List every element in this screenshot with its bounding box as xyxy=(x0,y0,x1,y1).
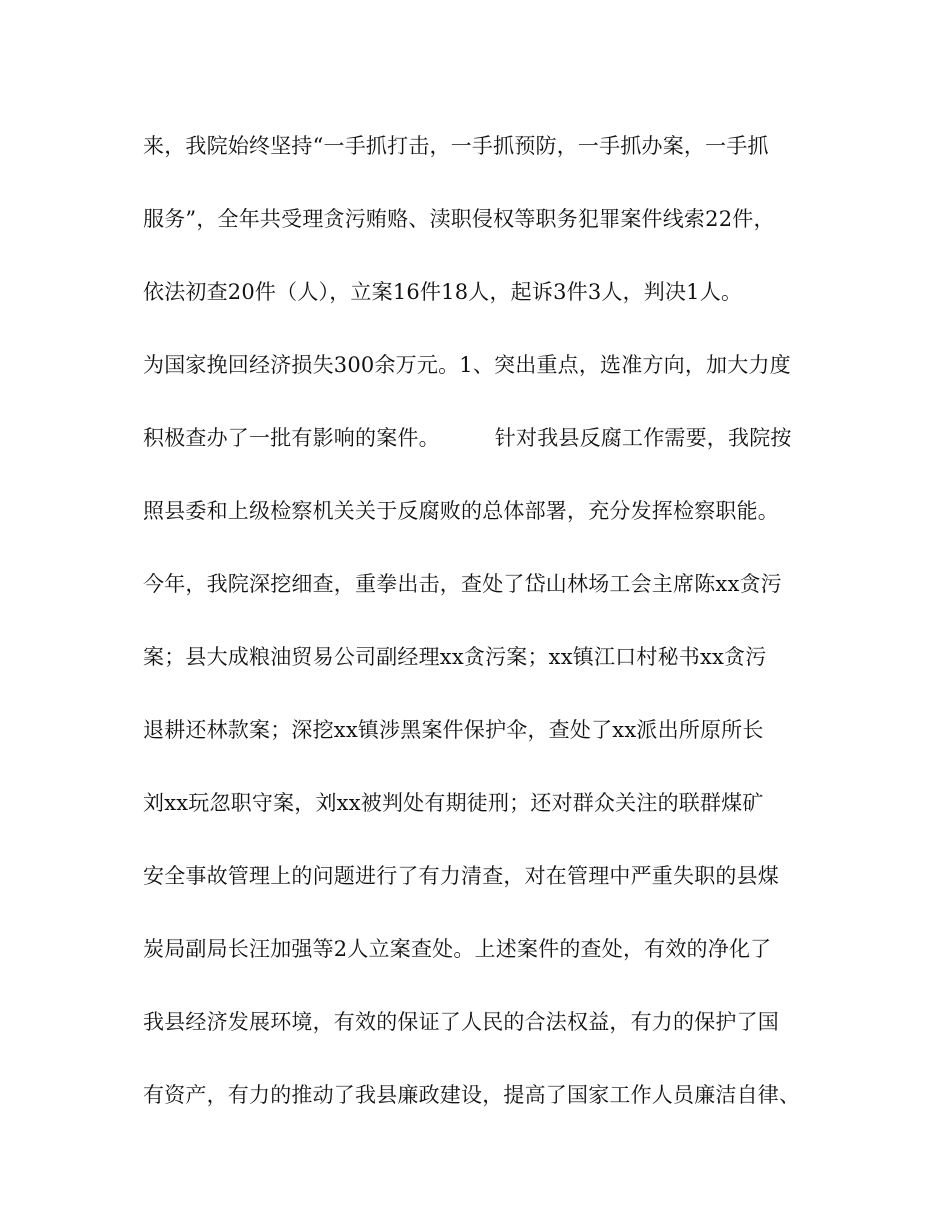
text-line: 刘xx玩忽职守案，刘xx被判处有期徒刑；还对群众关注的联群煤矿 xyxy=(143,791,764,815)
text-line: 今年，我院深挖细查，重拳出击，查处了岱山林场工会主席陈xx贪污 xyxy=(143,572,782,596)
text-line: 退耕还林款案；深挖xx镇涉黑案件保护伞，查处了xx派出所原所长 xyxy=(143,718,764,742)
text-line: 依法初查20件（人），立案16件18人，起诉3件3人，判决1人。 xyxy=(143,280,743,304)
text-line: 积极查办了一批有影响的案件。 针对我县反腐工作需要，我院按 xyxy=(143,426,792,450)
text-line: 为国家挽回经济损失300余万元。1、突出重点，选准方向，加大力度 xyxy=(143,353,791,377)
text-line: 有资产，有力的推动了我县廉政建设，提高了国家工作人员廉洁自律、 xyxy=(143,1083,801,1107)
text-line: 服务”，全年共受理贪污贿赂、渎职侵权等职务犯罪案件线索22件， xyxy=(143,207,775,231)
text-line: 我县经济发展环境，有效的保证了人民的合法权益，有力的保护了国 xyxy=(143,1010,779,1034)
text-line: 来，我院始终坚持“一手抓打击，一手抓预防，一手抓办案，一手抓 xyxy=(143,134,769,158)
text-line: 案；县大成粮油贸易公司副经理xx贪污案；xx镇江口村秘书xx贪污 xyxy=(143,645,767,669)
text-line: 安全事故管理上的问题进行了有力清查，对在管理中严重失职的县煤 xyxy=(143,864,779,888)
text-line: 照县委和上级检察机关关于反腐败的总体部署，充分发挥检察职能。 xyxy=(143,499,779,523)
body-text xyxy=(143,126,823,1148)
text-line: 炭局副局长汪加强等2人立案查处。上述案件的查处，有效的净化了 xyxy=(143,937,772,961)
